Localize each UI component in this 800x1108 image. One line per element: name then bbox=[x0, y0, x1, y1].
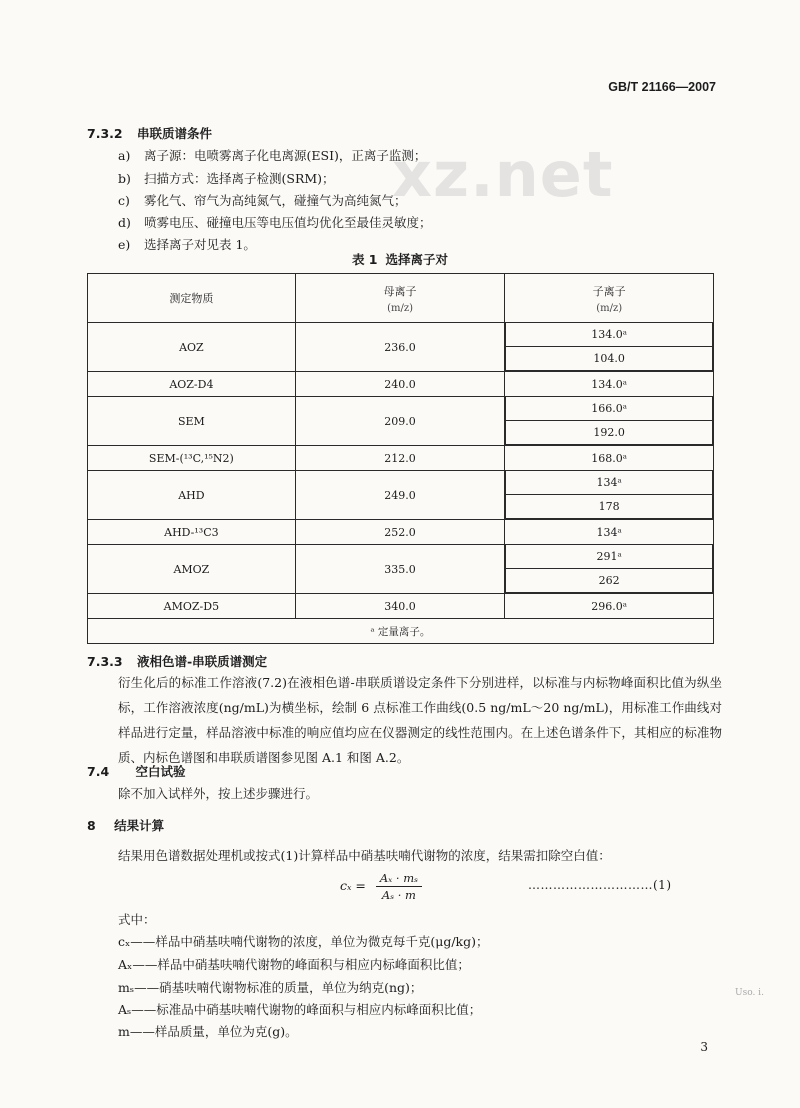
list-text: 选择离子对见表 1。 bbox=[144, 237, 256, 252]
section-number: 7.3.3 bbox=[87, 654, 123, 669]
cell-parent: 335.0 bbox=[295, 545, 505, 594]
equation-number: …………………………(1) bbox=[528, 878, 672, 892]
cell-product: 192.0 bbox=[506, 421, 713, 445]
table-row bbox=[88, 372, 714, 397]
cell-product: 166.0ᵃ bbox=[506, 397, 713, 421]
variable-symbol: Aₓ—— bbox=[118, 957, 158, 972]
table-number: 表 1 bbox=[351, 252, 378, 267]
section-title: 串联质谱条件 bbox=[136, 126, 212, 141]
section-7-3-3-heading bbox=[87, 652, 267, 670]
cell-product: 104.0 bbox=[506, 347, 713, 371]
list-text: 喷雾电压、碰撞电压等电压值均优化至最佳灵敏度； bbox=[144, 215, 432, 230]
cell-parent: 340.0 bbox=[295, 594, 505, 619]
list-label: c) bbox=[118, 193, 130, 208]
variable-definition bbox=[118, 1022, 298, 1040]
cell-product: 168.0ᵃ bbox=[505, 446, 714, 471]
header-parent-ion bbox=[295, 274, 505, 323]
cell-parent: 252.0 bbox=[295, 520, 505, 545]
variable-symbol: Aₛ—— bbox=[118, 1002, 157, 1017]
table-title: 选择离子对 bbox=[385, 252, 449, 267]
list-item bbox=[118, 146, 426, 164]
variable-symbol: m—— bbox=[118, 1024, 155, 1039]
variable-desc: 样品质量，单位为克(g)。 bbox=[154, 1024, 298, 1039]
variable-desc: 样品中硝基呋喃代谢物的浓度，单位为微克每千克(μg/kg)； bbox=[155, 934, 489, 949]
table-row bbox=[88, 323, 714, 372]
list-item bbox=[118, 169, 335, 187]
header-analyte: 测定物质 bbox=[88, 274, 296, 323]
section-number: 7.4 bbox=[87, 764, 110, 779]
table-footnote-row bbox=[88, 619, 714, 644]
variable-symbol: cₓ—— bbox=[118, 934, 156, 949]
table-row bbox=[88, 397, 714, 446]
section-7-3-2-heading bbox=[87, 124, 212, 142]
equation-denominator: Aₛ · m bbox=[381, 888, 416, 902]
table-row bbox=[88, 545, 714, 594]
list-item bbox=[118, 213, 432, 231]
variable-definition bbox=[118, 978, 422, 996]
table-footnote: ᵃ 定量离子。 bbox=[88, 619, 714, 644]
cell-analyte: SEM-(¹³C,¹⁵N2) bbox=[88, 446, 296, 471]
header-product-ion bbox=[505, 274, 714, 323]
table-row bbox=[88, 594, 714, 619]
cell-parent: 236.0 bbox=[295, 323, 505, 372]
variable-definition bbox=[118, 932, 488, 950]
list-item bbox=[118, 191, 407, 209]
header-parent-unit: (m/z) bbox=[387, 302, 414, 314]
header-parent-label: 母离子 bbox=[383, 284, 417, 298]
section-7-4-body: 除不加入试样外，按上述步骤进行。 bbox=[118, 786, 319, 801]
cell-product: 134ᵃ bbox=[505, 520, 714, 545]
section-number: 7.3.2 bbox=[87, 126, 123, 141]
variable-symbol: mₛ—— bbox=[118, 980, 160, 995]
table-row bbox=[88, 446, 714, 471]
cell-parent: 209.0 bbox=[295, 397, 505, 446]
variable-definition bbox=[118, 1000, 481, 1018]
list-label: d) bbox=[118, 215, 131, 230]
cell-analyte: AMOZ bbox=[88, 545, 296, 594]
table-row bbox=[88, 471, 714, 520]
cell-parent: 240.0 bbox=[295, 372, 505, 397]
cell-product: 178 bbox=[506, 495, 713, 519]
cell-analyte: AOZ-D4 bbox=[88, 372, 296, 397]
cell-analyte: AHD bbox=[88, 471, 296, 520]
section-number: 8 bbox=[87, 818, 96, 833]
header-product-label: 子离子 bbox=[592, 284, 626, 298]
section-8-heading bbox=[87, 816, 164, 834]
watermark: xz.net bbox=[392, 138, 614, 211]
cell-analyte: AOZ bbox=[88, 323, 296, 372]
section-title: 液相色谱-串联质谱测定 bbox=[136, 654, 268, 669]
cell-product: 134ᵃ bbox=[506, 471, 713, 495]
equation-lhs: cₓ = bbox=[340, 878, 370, 893]
cell-products bbox=[505, 397, 714, 446]
list-label: e) bbox=[118, 237, 131, 252]
where-label: 式中： bbox=[118, 912, 156, 927]
list-text: 离子源：电喷雾离子化电离源(ESI)，正离子监测； bbox=[144, 148, 427, 163]
variable-desc: 硝基呋喃代谢物标准的质量，单位为纳克(ng)； bbox=[159, 980, 423, 995]
cell-analyte: AHD-¹³C3 bbox=[88, 520, 296, 545]
variable-desc: 样品中硝基呋喃代谢物的峰面积与相应内标峰面积比值； bbox=[157, 957, 470, 972]
cell-product: 134.0ᵃ bbox=[506, 323, 713, 347]
table-caption bbox=[0, 250, 800, 268]
section-8-body: 结果用色谱数据处理机或按式(1)计算样品中硝基呋喃代谢物的浓度，结果需扣除空白值： bbox=[118, 848, 611, 863]
list-text: 扫描方式：选择离子检测(SRM)； bbox=[144, 171, 335, 186]
cell-product: 296.0ᵃ bbox=[505, 594, 714, 619]
header-product-unit: (m/z) bbox=[596, 302, 623, 314]
list-label: a) bbox=[118, 148, 131, 163]
cell-product: 134.0ᵃ bbox=[505, 372, 714, 397]
margin-mark: Uso. i. bbox=[735, 988, 764, 998]
cell-parent: 249.0 bbox=[295, 471, 505, 520]
section-7-3-3-body: 衍生化后的标准工作溶液(7.2)在液相色谱-串联质谱设定条件下分别进样，以标准与内标物峰面积比值为纵坐标，工作溶液浓度(ng/mL)为横坐标，绘制 6 点标准工作曲线(0.5 ng/mL～20 ng/mL)，用标准工作曲线对样品进行定量，样品溶液中标准的响应值均应在仪器测定的线性范围内。在上述色谱条件下，其相应的标准物质、内标色谱图和串联质谱图参见图 A.1 和图 A.2。 bbox=[118, 675, 722, 765]
cell-analyte: AMOZ-D5 bbox=[88, 594, 296, 619]
cell-product: 262 bbox=[506, 569, 713, 593]
standard-number: GB/T 21166—2007 bbox=[608, 80, 716, 94]
variable-definition bbox=[118, 955, 470, 973]
table-header-row bbox=[88, 274, 714, 323]
cell-product: 291ᵃ bbox=[506, 545, 713, 569]
list-text: 雾化气、帘气为高纯氮气，碰撞气为高纯氮气； bbox=[144, 193, 407, 208]
equation-1 bbox=[340, 871, 422, 902]
section-title: 空白试验 bbox=[135, 764, 186, 779]
equation-fraction bbox=[376, 871, 422, 902]
equation-numerator: Aₓ · mₛ bbox=[376, 871, 422, 887]
cell-analyte: SEM bbox=[88, 397, 296, 446]
list-label: b) bbox=[118, 171, 131, 186]
page-number: 3 bbox=[700, 1040, 708, 1054]
section-title: 结果计算 bbox=[114, 818, 165, 833]
table-row bbox=[88, 520, 714, 545]
cell-parent: 212.0 bbox=[295, 446, 505, 471]
cell-products bbox=[505, 545, 714, 594]
cell-products bbox=[505, 323, 714, 372]
section-7-4-heading bbox=[87, 762, 186, 780]
cell-products bbox=[505, 471, 714, 520]
ion-pair-table bbox=[87, 273, 714, 644]
variable-desc: 标准品中硝基呋喃代谢物的峰面积与相应内标峰面积比值； bbox=[156, 1002, 482, 1017]
